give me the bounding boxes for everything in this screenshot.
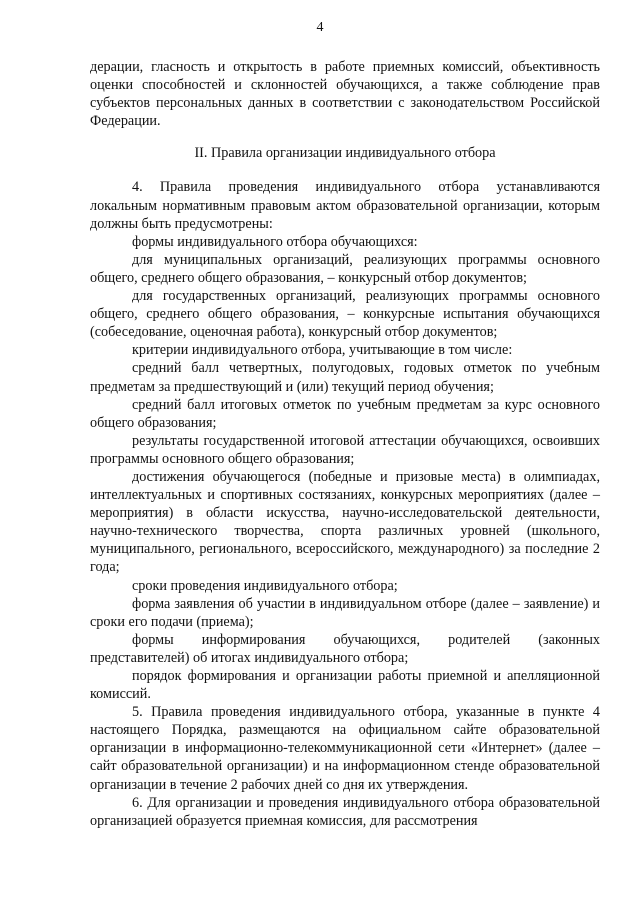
section-heading: II. Правила организации индивидуального отбора [194, 145, 496, 162]
paragraph: средний балл четвертных, полугодовых, годовых отметок по учебным предметам за предшествующий и (или) текущий период обучения; [90, 360, 600, 395]
paragraph: форма заявления об участии в индивидуальном отборе (далее – заявление) и сроки его подачи (приема); [90, 595, 600, 630]
paragraph: средний балл итоговых отметок по учебным предметам за курс основного общего образования; [90, 396, 600, 431]
paragraph: результаты государственной итоговой аттестации обучающихся, освоивших программы основного общего образования; [90, 432, 600, 467]
paragraph: для государственных организаций, реализующих программы основного общего, среднего общего образования, – конкурсные испытания обучающихся (собеседование, оценочная работа), конкурсный отбор документов; [90, 288, 600, 341]
paragraph: формы информирования обучающихся, родителей (законных представителей) об итогах индивидуального отбора; [90, 631, 600, 666]
paragraph: сроки проведения индивидуального отбора; [132, 577, 398, 594]
paragraph: для муниципальных организаций, реализующих программы основного общего, среднего общего образования, – конкурсный отбор документов; [90, 251, 600, 286]
paragraph: дерации, гласность и открытость в работе приемных комиссий, объективность оценки способностей и склонностей обучающихся, а также соблюдение прав субъектов персональных данных в соответствии с законодательством Российской Федерации. [90, 59, 600, 130]
paragraph: 5. Правила проведения индивидуального отбора, указанные в пункте 4 настоящего Порядка, размещаются на официальном сайте образовательной организации в информационно-телекоммуникационной сети «Интернет» (далее – сайт образовательной организации) и на информационном стенде образовательной организации в течение 2 рабочих дней со дня их утверждения. [90, 704, 600, 793]
paragraph: порядок формирования и организации работы приемной и апелляционной комиссий. [90, 668, 600, 703]
paragraph: формы индивидуального отбора обучающихся: [132, 233, 418, 250]
document-body [90, 58, 600, 830]
paragraph: 4. Правила проведения индивидуального отбора устанавливаются локальным нормативным правовым актом образовательной организации, которым должны быть предусмотрены: [90, 179, 600, 232]
paragraph: критерии индивидуального отбора, учитывающие в том числе: [132, 342, 513, 359]
paragraph: 6. Для организации и проведения индивидуального отбора образовательной организацией образуется приемная комиссия, для рассмотрения [90, 794, 600, 829]
paragraph: достижения обучающегося (победные и призовые места) в олимпиадах, интеллектуальных и спортивных состязаниях, конкурсных мероприятиях (далее – мероприятия) в области искусства, научно-исследовательской деятельности, научно-технического творчества, спорта различных уровней (школьного, муниципального, регионального, всероссийского, международного) за последние 2 года; [90, 468, 600, 576]
page-number: 4 [316, 20, 324, 35]
